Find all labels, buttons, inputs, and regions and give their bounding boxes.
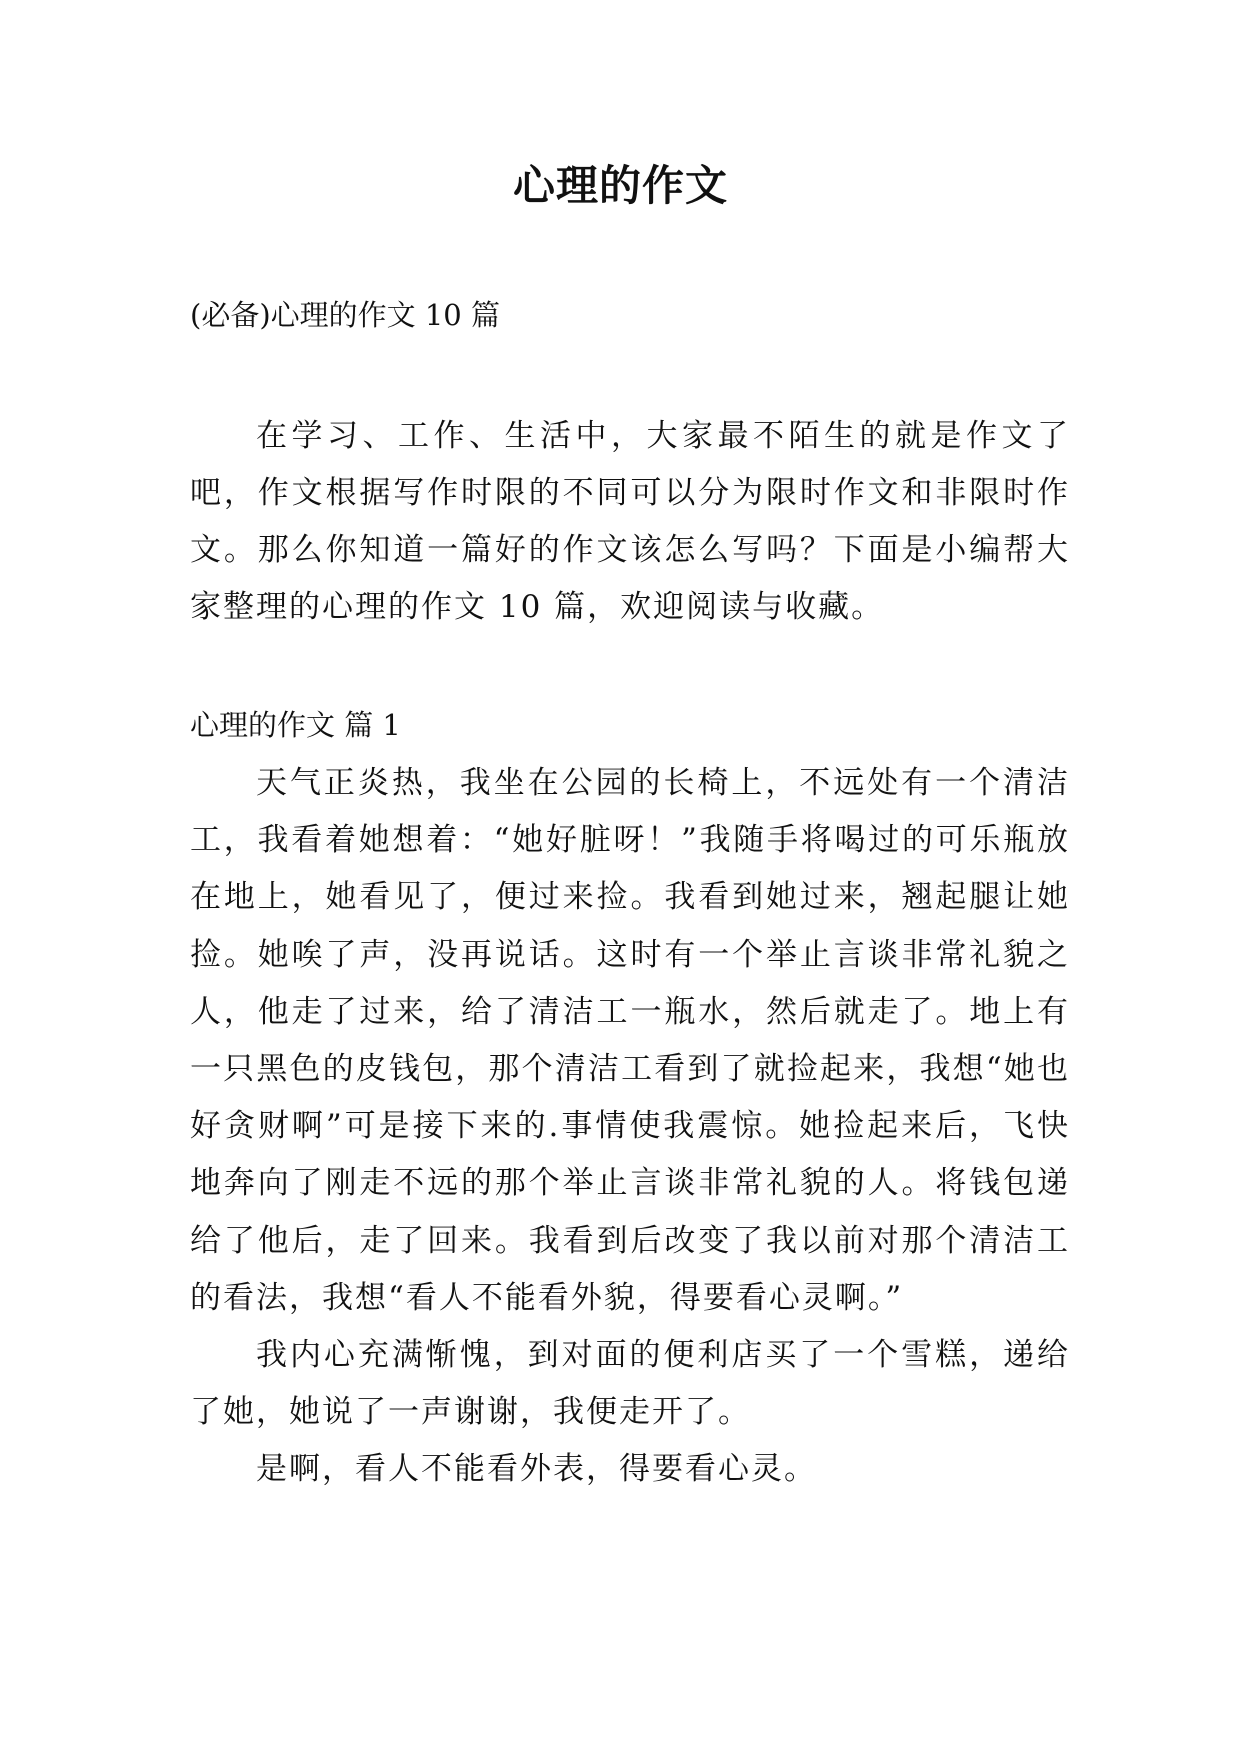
intro-paragraph: 在学习、工作、生活中，大家最不陌生的就是作文了吧，作文根据写作时限的不同可以分为限时作文和非限时作文。那么你知道一篇好的作文该怎么写吗？下面是小编帮大家整理的心理的作文 10 篇，欢迎阅读与收藏。 <box>190 418 1070 625</box>
essay-paragraph: 是啊，看人不能看外表，得要看心灵。 <box>256 1451 817 1488</box>
section-heading: 心理的作文 篇 1 <box>190 708 401 742</box>
document-title: 心理的作文 <box>512 161 728 210</box>
essay-paragraph: 天气正炎热，我坐在公园的长椅上，不远处有一个清洁工，我看着她想着：“她好脏呀！”我随手将喝过的可乐瓶放在地上，她看见了，便过来捡。我看到她过来，翘起腿让她捡。她唉了声，没再说话。这时有一个举止言谈非常礼貌之人，他走了过来，给了清洁工一瓶水，然后就走了。地上有一只黑色的皮钱包，那个清洁工看到了就捡起来，我想“她也好贪财啊”可是接下来的.事情使我震惊。她捡起来后，飞快地奔向了刚走不远的那个举止言谈非常礼貌的人。将钱包递给了他后，走了回来。我看到后改变了我以前对那个清洁工的看法，我想“看人不能看外貌，得要看心灵啊。” <box>190 765 1070 1316</box>
essay-paragraph: 我内心充满惭愧，到对面的便利店买了一个雪糕，递给了她，她说了一声谢谢，我便走开了。 <box>190 1337 1070 1431</box>
essay-body <box>190 755 1070 1499</box>
document-subtitle: (必备)心理的作文 10 篇 <box>190 298 500 332</box>
